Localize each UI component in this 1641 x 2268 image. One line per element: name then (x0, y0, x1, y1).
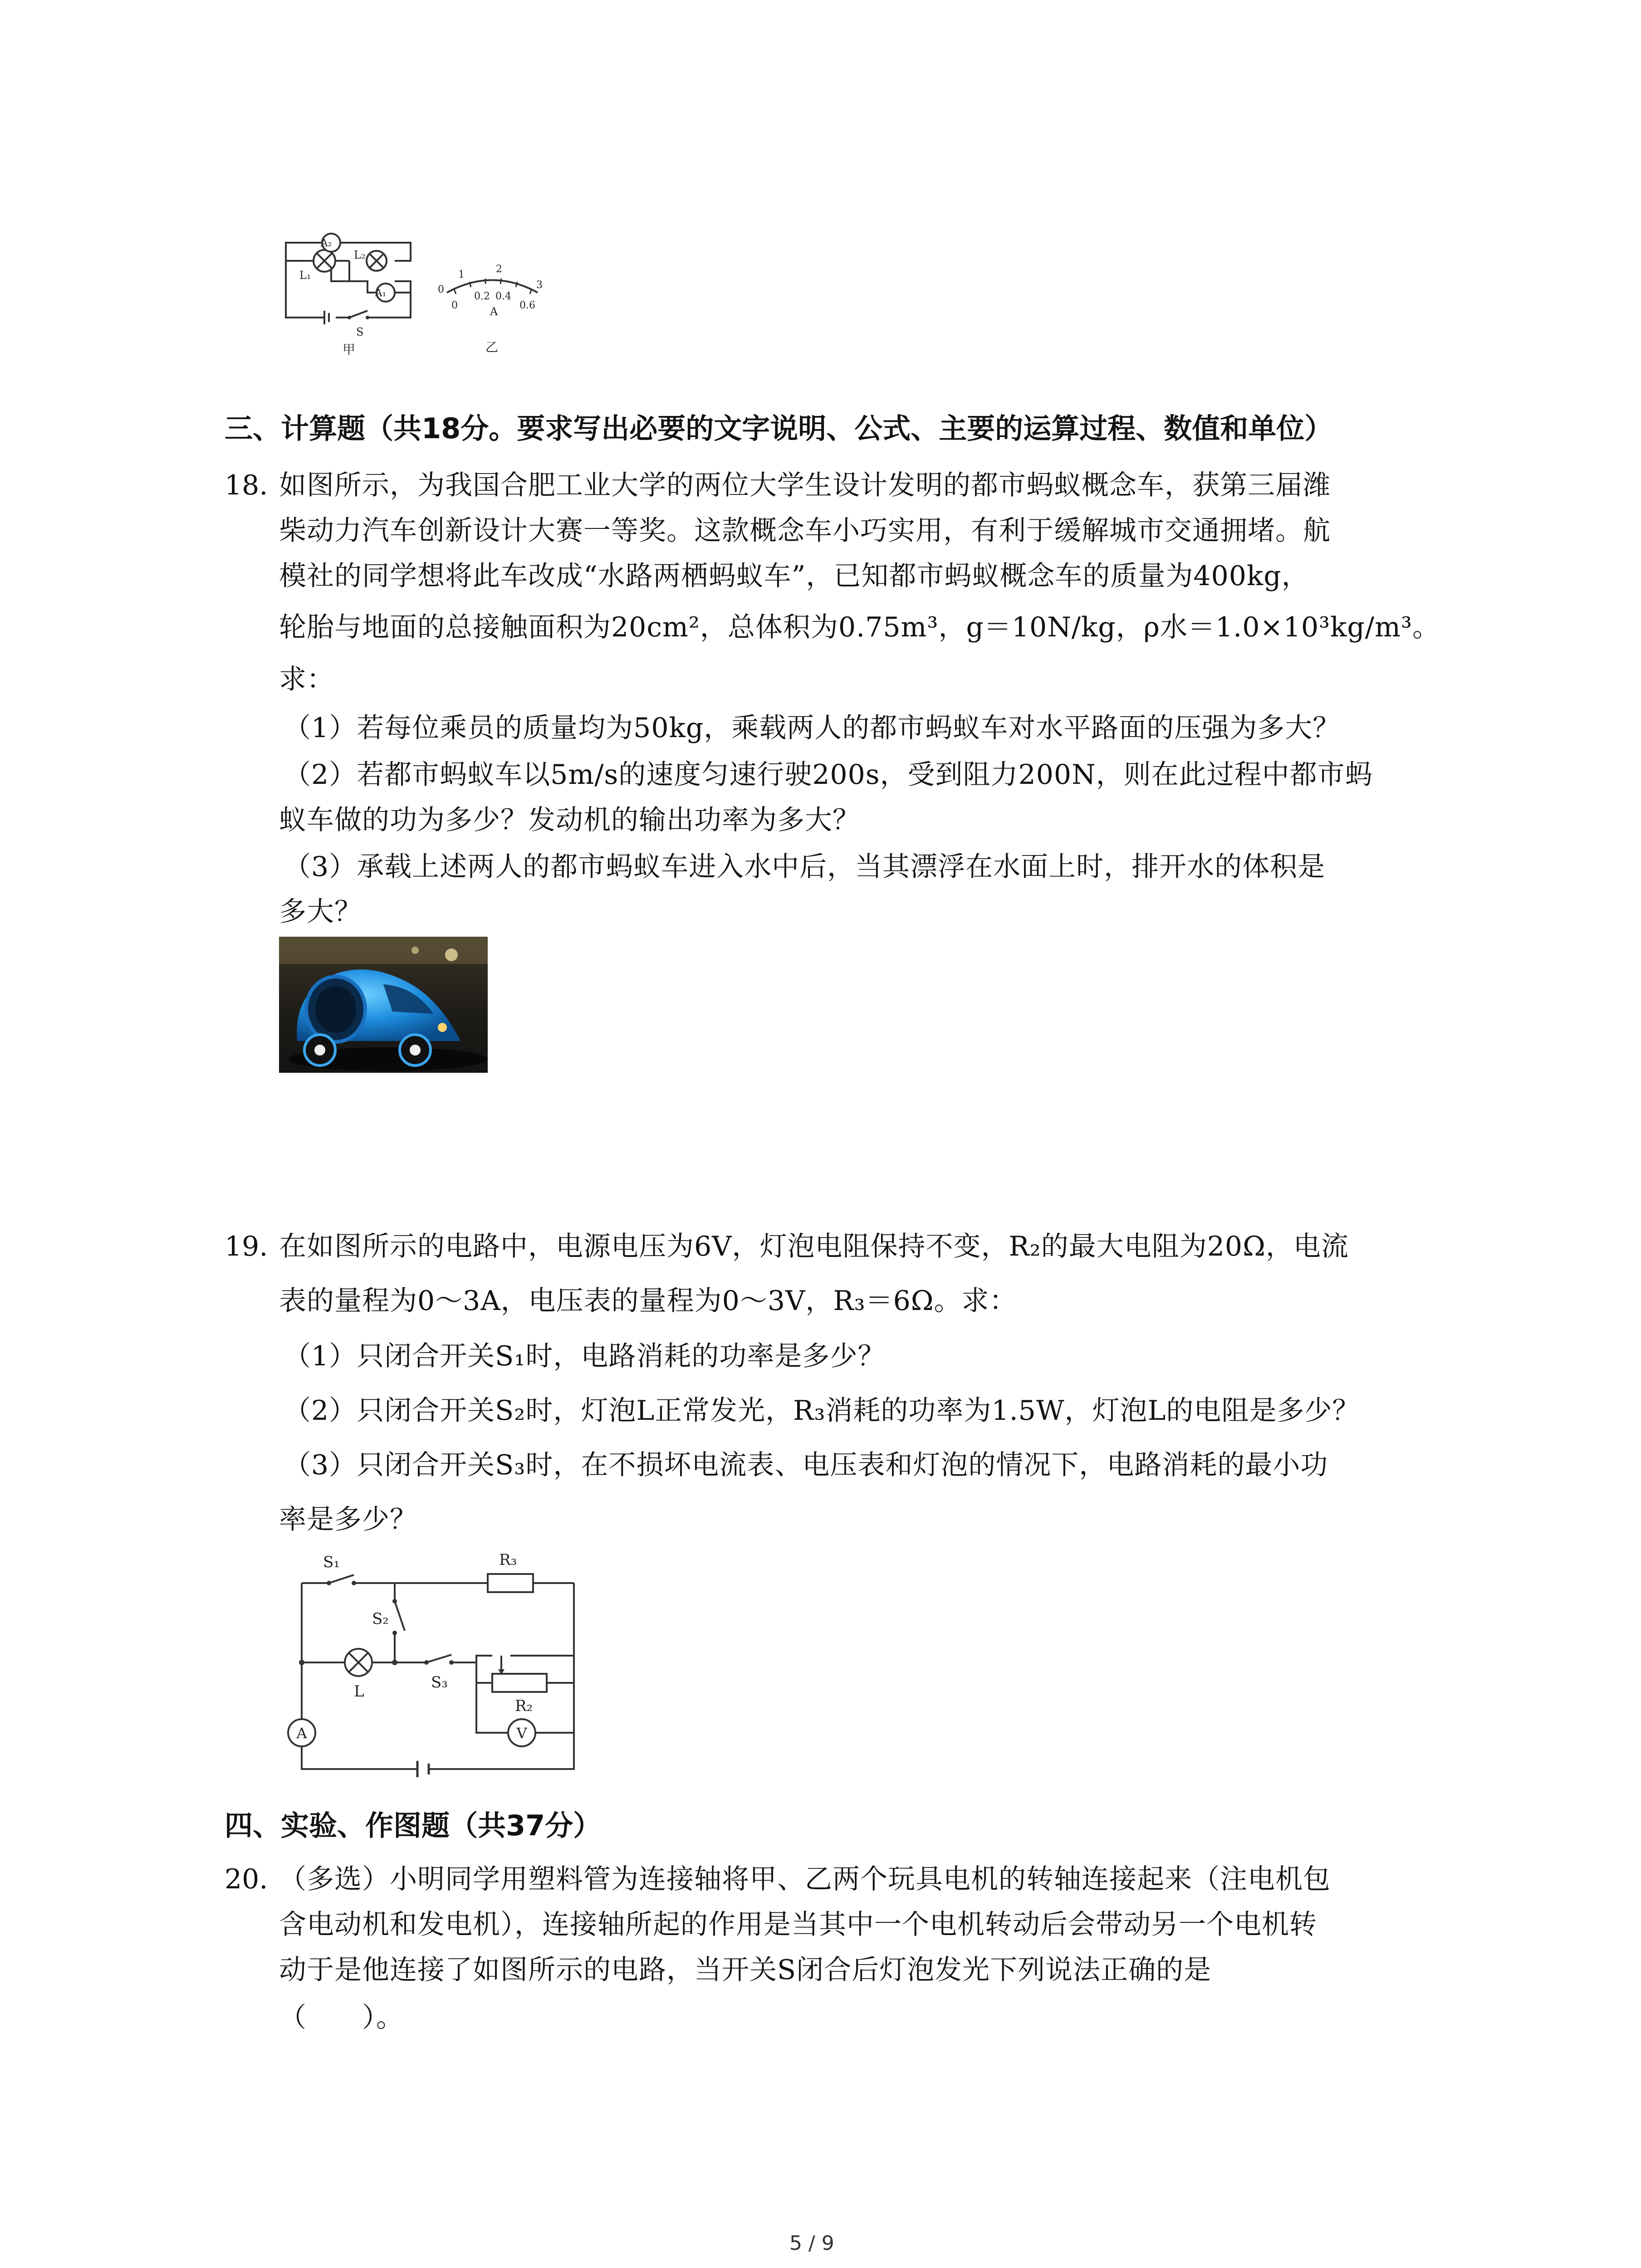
q18-line-1: 如图所示，为我国合肥工业大学的两位大学生设计发明的都市蚂蚁概念车，获第三届潍 (279, 469, 1331, 501)
q18-number: 18. (225, 469, 268, 501)
q18-item-3: （3）承载上述两人的都市蚂蚁车进入水中后，当其漂浮在水面上时，排开水的体积是 (284, 851, 1326, 883)
q19-line-1: 在如图所示的电路中，电源电压为6V，灯泡电阻保持不变，R₂的最大电阻为20Ω，电流 (279, 1231, 1349, 1262)
label-a1: A₁ (375, 288, 387, 299)
page-number: 5 / 9 (789, 2232, 834, 2255)
meter-lower-0-6: 0.6 (519, 300, 535, 311)
q20-line-4: （ ）。 (279, 2002, 404, 2033)
section4-heading: 四、实验、作图题（共37分） (225, 1809, 602, 1842)
q20-line-3: 动于是他连接了如图所示的电路，当开关S闭合后灯泡发光下列说法正确的是 (279, 1954, 1212, 1986)
q20-line-1: （多选）小明同学用塑料管为连接轴将甲、乙两个玩具电机的转轴连接起来（注电机包 (279, 1863, 1331, 1895)
q19-line-2: 表的量程为0～3A，电压表的量程为0～3V，R₃＝6Ω。求： (279, 1285, 1017, 1317)
meter-lower-0: 0 (451, 300, 458, 311)
label-l: L (354, 1682, 364, 1701)
q18-item-2: （2）若都市蚂蚁车以5m/s的速度匀速行驶200s，受到阻力200N，则在此过程中都市蚂 (284, 759, 1373, 791)
label-a2: A₂ (320, 238, 332, 249)
q19-item-3: （3）只闭合开关S₃时，在不损坏电流表、电压表和灯泡的情况下，电路消耗的最小功 (284, 1449, 1328, 1481)
q18-line-2: 柴动力汽车创新设计大赛一等奖。这款概念车小巧实用，有利于缓解城市交通拥堵。航 (279, 515, 1331, 547)
label-l1: L₁ (299, 269, 311, 282)
q20-line-2: 含电动机和发电机），连接轴所起的作用是当其中一个电机转动后会带动另一个电机转 (279, 1909, 1317, 1941)
q19-circuit-diagram (281, 1542, 581, 1787)
label-r3: R₃ (499, 1551, 517, 1569)
q18-line-4: 轮胎与地面的总接触面积为20cm²，总体积为0.75m³，g＝10N/kg，ρ水＝1.0×10³kg/m³。 (279, 611, 1440, 643)
q18-line-5: 求： (279, 664, 334, 695)
q18-line-3: 模社的同学想将此车改成“水路两栖蚂蚁车”，已知都市蚂蚁概念车的质量为400kg， (279, 560, 1309, 592)
label-voltmeter: V (516, 1725, 527, 1742)
label-s1: S₁ (323, 1553, 340, 1571)
q18-item-1: （1）若每位乘员的质量均为50kg，乘载两人的都市蚂蚁车对水平路面的压强为多大？ (284, 712, 1341, 744)
meter-lower-0-2: 0.2 (474, 291, 490, 302)
meter-lower-0-4: 0.4 (495, 291, 511, 302)
meter-tick-1: 1 (458, 269, 465, 280)
q18-item-2-cont: 蚁车做的功为多少？发动机的输出功率为多大？ (279, 804, 860, 836)
meter-zero: 0 (438, 284, 444, 295)
label-s3: S₃ (431, 1673, 448, 1691)
meter-tick-3: 3 (536, 279, 543, 291)
q20-number: 20. (225, 1863, 268, 1895)
caption-yi: 乙 (485, 340, 499, 355)
label-r2: R₂ (515, 1697, 533, 1715)
q19-item-1: （1）只闭合开关S₁时，电路消耗的功率是多少？ (284, 1340, 886, 1372)
q19-number: 19. (225, 1231, 268, 1262)
q18-item-3-cont: 多大？ (279, 896, 362, 928)
meter-unit: A (490, 305, 498, 318)
meter-tick-2: 2 (496, 264, 502, 275)
label-s2: S₂ (372, 1610, 389, 1628)
label-s: S (356, 326, 364, 338)
label-l2: L₂ (354, 249, 366, 261)
q19-item-3-cont: 率是多少？ (279, 1504, 417, 1535)
concept-car-photo (279, 937, 488, 1073)
q19-item-2: （2）只闭合开关S₂时，灯泡L正常发光，R₃消耗的功率为1.5W，灯泡L的电阻是多少？ (284, 1395, 1360, 1427)
label-ammeter: A (296, 1725, 307, 1742)
caption-jia: 甲 (343, 342, 356, 357)
ammeter-dial (436, 259, 558, 363)
section3-heading: 三、计算题（共18分。要求写出必要的文字说明、公式、主要的运算过程、数值和单位） (225, 412, 1333, 445)
